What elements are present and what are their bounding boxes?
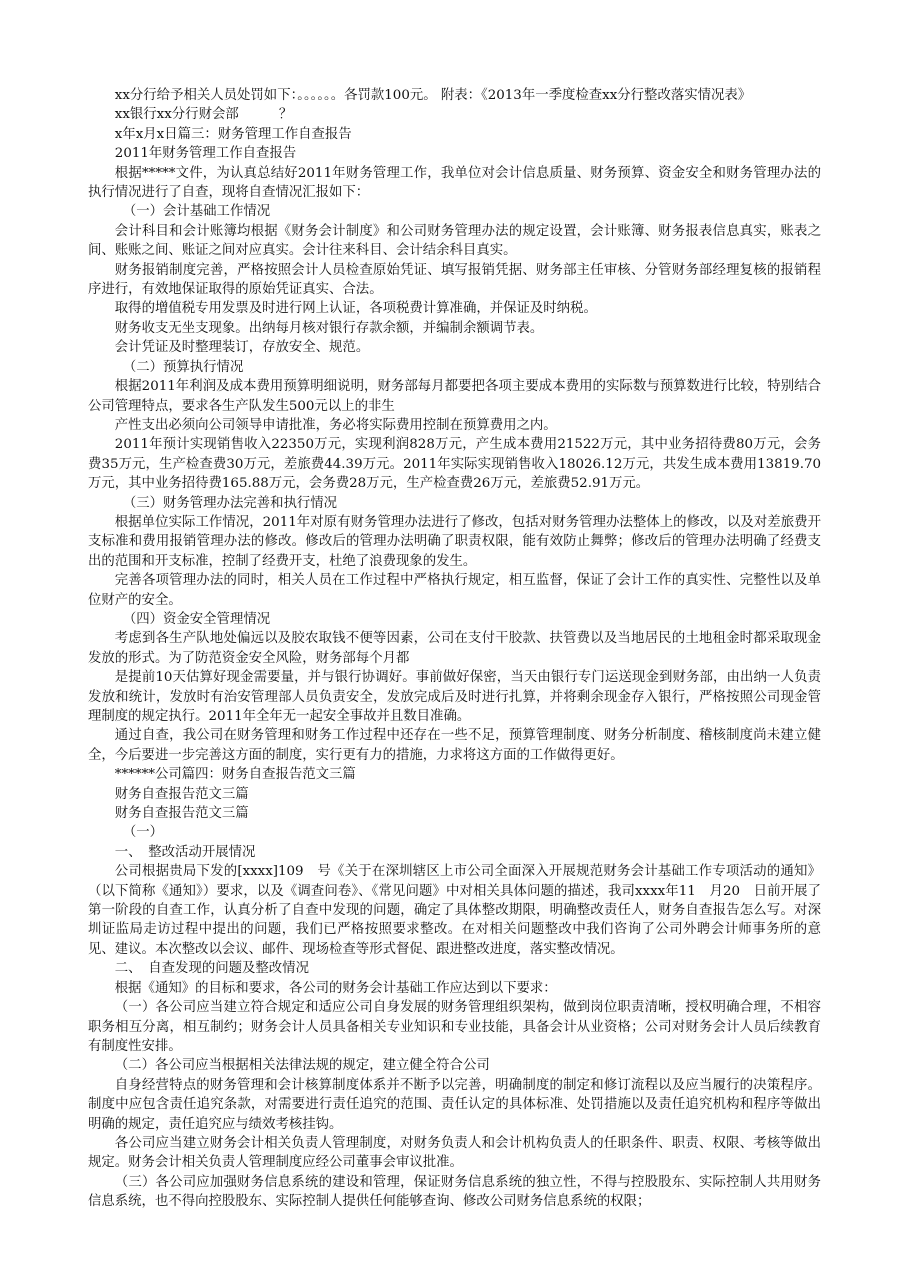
paragraph-rectification: 公司根据贵局下发的[xxxx]109 号《关于在深圳辖区上市公司全面深入开展规范财务会计基础工作专项活动的通知》（以下简称《通知》）要求，以及《调查问卷》、《常见问题》中对相关具体问题的描述，我司xxxx年11 月20 日前开展了第一阶段的自查工作，认真分析了自查中发现的问题，确定了具体整改期限，明确整改责任人，财务自查报告怎么写。对深圳证监局走访过程中提出的问题，我们已严格按照要求整改。在对相关问题整改中我们咨询了公司外聘会计师事务所的意见、建议。本次整改以会议、邮件、现场检查等形式督促、跟进整改进度，落实整改情况。 <box>88 864 821 957</box>
paragraph-budget-figures: 2011年预计实现销售收入22350万元，实现利润828万元，产生成本费用21522万元，其中业务招待费80万元，会务费35万元，生产检查费30万元，差旅费44.39万元。2011年实际实现销售收入18026.12万元，共发生成本费用13819.70万元，其中业务招待费165.88万元，会务费28万元，生产检查费26万元，差旅费52.91万元。 <box>88 437 821 492</box>
paragraph-requirement-1: （一）各公司应当建立符合规定和适应公司自身发展的财务管理组织架构，做到岗位职责清晰，授权明确合理，不相容职务相互分离，相互制约；财务会计人员具备相关专业知识和专业技能，具备会计从业资格；公司对财务会计人员后续教育有制度性安排。 <box>88 1000 821 1054</box>
paragraph-requirement-2: （二）各公司应当根据相关法律法规的规定，建立健全符合公司 <box>114 1058 490 1074</box>
paragraph-sample-title-2: 财务自查报告范文三篇 <box>114 806 249 822</box>
heading-rectification: 一、 整改活动开展情况 <box>114 844 256 860</box>
heading-accounting-basics: （一）会计基础工作情况 <box>122 204 271 220</box>
paragraph-vouchers: 会计凭证及时整理装订，存放安全、规范。 <box>114 340 370 356</box>
paragraph-penalty: xx分行给予相关人员处罚如下：。。。。。。各罚款100元。 附表：《2013年一季度检查xx分行整改落实情况表》 <box>114 88 752 103</box>
paragraph-part-one: （一） <box>122 825 163 841</box>
paragraph-fund-safety-2: 是提前10天估算好现金需要量，并与银行协调好。事前做好保密，当天由银行专门运送现金到财务部，由出纳一人负责发放和统计，发放时有治安管理部人员负责安全，发放完成后及时进行扎算，并将剩余现金存入银行，严格按照公司现金管理制度的规定执行。2011年全年无一起安全事故并且数目准确。 <box>88 670 821 724</box>
paragraph-cashier: 财务收支无坐支现象。出纳每月核对银行存款余额，并编制余额调节表。 <box>114 320 544 336</box>
paragraph-requirements: 根据《通知》的目标和要求，各公司的财务会计基础工作应达到以下要求： <box>114 980 557 996</box>
paragraph-budget-2: 产性支出必须向公司领导申请批准，务必将实际费用控制在预算费用之内。 <box>114 417 557 433</box>
paragraph-requirement-3: （三）各公司应加强财务信息系统的建设和管理，保证财务信息系统的独立性，不得与控股股东、实际控制人共用财务信息系统，也不得向控股股东、实际控制人提供任何能够查询、修改公司财务信息系统的权限； <box>88 1174 821 1210</box>
paragraph-requirement-2-cont: 自身经营特点的财务管理和会计核算制度体系并不断予以完善，明确制度的制定和修订流程以及应当履行的决策程序。制度中应包含责任追究条款，对需要进行责任追究的范围、责任认定的具体标准、处罚措施以及责任追究机构和程序等做出明确的规定，责任追究应与绩效考核挂钩。 <box>88 1077 821 1132</box>
section-title-2011-report: 2011年财务管理工作自查报告 <box>114 146 297 162</box>
paragraph-rules-revision: 根据单位实际工作情况，2011年对原有财务管理办法进行了修改，包括对财务管理办法整体上的修改，以及对差旅费开支标准和费用报销管理办法的修改。修改后的管理办法明确了职责权限，能有效防止舞弊；修改后的管理办法明确了经费支出的范围和开支标准，控制了经费开支，杜绝了浪费现象的发生。 <box>88 514 821 569</box>
paragraph-intro: 根据*****文件，为认真总结好2011年财务管理工作，我单位对会计信息质量、财务预算、资金安全和财务管理办法的执行情况进行了自查，现将自查情况汇报如下： <box>88 165 821 201</box>
paragraph-date-part3: x年x月x日篇三：财务管理工作自查报告 <box>114 126 352 142</box>
paragraph-fund-safety-1: 考虑到各生产队地处偏远以及胶农取钱不便等因素，公司在支付干胶款、扶管费以及当地居民的土地租金时都采取现金发放的形式。为了防范资金安全风险，财务部每个月都 <box>88 631 821 666</box>
paragraph-part4-title: ******公司篇四：财务自查报告范文三篇 <box>114 767 356 783</box>
paragraph-conclusion: 通过自查，我公司在财务管理和财务工作过程中还存在一些不足，预算管理制度、财务分析制度、稽核制度尚未建立健全，今后要进一步完善这方面的制度，实行更有力的措施，力求将这方面的工作做得更好。 <box>88 728 821 763</box>
paragraph-rules-execution: 完善各项管理办法的同时，相关人员在工作过程中严格执行规定，相互监督，保证了会计工作的真实性、完整性以及单位财产的安全。 <box>88 573 821 608</box>
heading-budget: （二）预算执行情况 <box>122 359 244 375</box>
paragraph-reimbursement: 财务报销制度完善，严格按照会计人员检查原始凭证、填写报销凭据、财务部主任审核、分管财务部经理复核的报销程序进行，有效地保证取得的原始凭证真实、合法。 <box>88 262 821 298</box>
paragraph-budget-1: 根据2011年利润及成本费用预算明细说明，财务部每月都要把各项主要成本费用的实际数与预算数进行比较，特别结合公司管理特点，要求各生产队发生500元以上的非生 <box>88 379 821 414</box>
paragraph-sample-title-1: 财务自查报告范文三篇 <box>114 786 249 802</box>
heading-fund-safety: （四）资金安全管理情况 <box>122 611 271 627</box>
paragraph-requirement-2-managers: 各公司应当建立财务会计相关负责人管理制度，对财务负责人和会计机构负责人的任职条件、职责、权限、考核等做出规定。财务会计相关负责人管理制度应经公司董事会审议批准。 <box>88 1135 821 1171</box>
heading-management-rules: （三）财务管理办法完善和执行情况 <box>122 495 338 511</box>
paragraph-vat: 取得的增值税专用发票及时进行网上认证，各项税费计算准确，并保证及时纳税。 <box>114 301 597 317</box>
paragraph-signature: xx银行xx分行财会部 ？ <box>114 107 293 123</box>
paragraph-accounts: 会计科目和会计账簿均根据《财务会计制度》和公司财务管理办法的规定设置，会计账簿、财务报表信息真实，账表之间、账账之间、账证之间对应真实。会计往来科目、会计结余科目真实。 <box>88 223 821 259</box>
heading-self-check-issues: 二、 自查发现的问题及整改情况 <box>114 961 309 977</box>
